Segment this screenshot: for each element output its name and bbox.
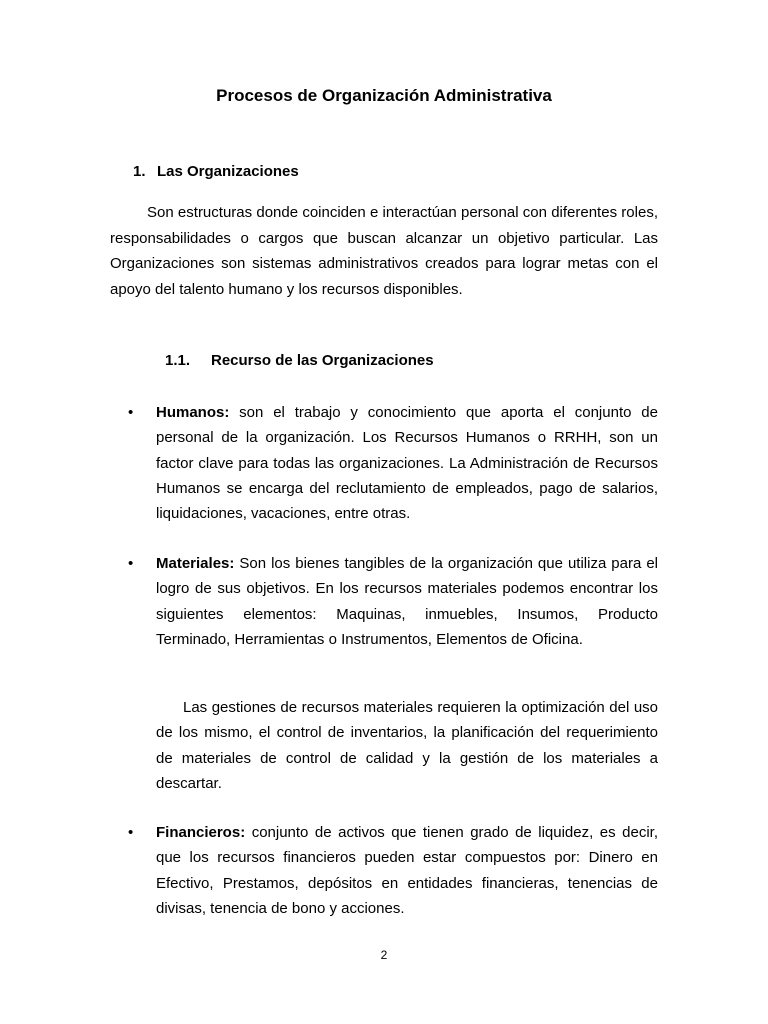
bullet-item-financieros [156,820,658,921]
page-number: 2 [380,948,388,962]
bullet-icon: • [128,404,134,421]
bullet-term: Humanos: [156,404,230,421]
bullet-icon: • [128,824,134,841]
document-title: Procesos de Organización Administrativa [216,86,552,105]
bullet-item-humanos [156,400,658,526]
section-number: 1. [133,163,146,180]
subsection-heading-text: Recurso de las Organizaciones [211,352,434,369]
bullet-term: Materiales: [156,555,235,572]
bullet-text: son el trabajo y conocimiento que aporta el conjunto de personal de la organización. Los Recursos Humanos o RRHH, son un factor clave para todas las organizaciones. La Administración de Recursos Humanos se encarga del reclutamiento de empleados, pago de salarios, liquidaciones, vacaciones, entre otras. [156,404,658,523]
subsection-number: 1.1. [165,352,191,369]
section-heading-text: Las Organizaciones [157,163,299,180]
section-heading-organizaciones [133,163,299,180]
bullet-icon: • [128,555,134,572]
bullet-text: conjunto de activos que tienen grado de liquidez, es decir, que los recursos financieros pueden estar compuestos por: Dinero en Efectivo, Prestamos, depósitos en entidades financieras, tenencias de divisas, tenencia de bono y acciones. [156,824,658,917]
bullet-text: Son los bienes tangibles de la organización que utiliza para el logro de sus objetivos. En los recursos materiales podemos encontrar los siguientes elementos: Maquinas, inmuebles, Insumos, Producto Terminado, Herramientas o Instrumentos, Elementos de Oficina. [156,555,658,648]
section-paragraph: Son estructuras donde coinciden e interactúan personal con diferentes roles, responsabilidades o cargos que buscan alcanzar un objetivo particular. Las Organizaciones son sistemas administrativos creados para lograr metas con el apoyo del talento humano y los recursos disponibles. [110,204,658,298]
subsection-heading-recursos [165,352,434,369]
bullet-term: Financieros: [156,824,246,841]
bullet-item-materiales [156,551,658,652]
materials-note-paragraph: Las gestiones de recursos materiales requieren la optimización del uso de los mismo, el control de inventarios, la planificación del requerimiento de materiales de control de calidad y la gestión de los materiales a descartar. [156,699,658,792]
